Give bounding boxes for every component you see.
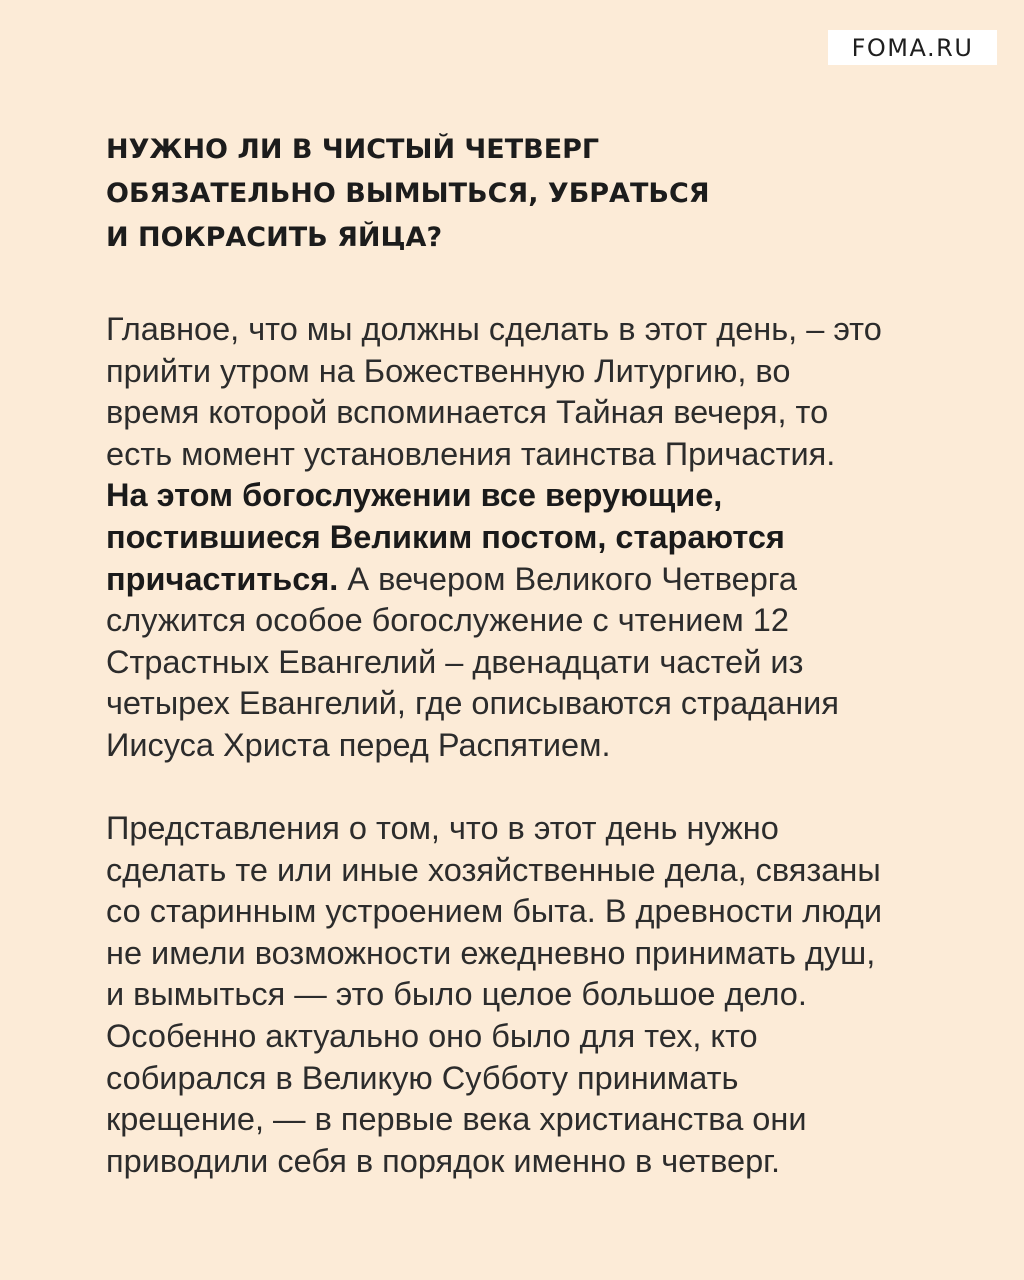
text-line: собирался в Великую Субботу принимать [106,1059,739,1096]
text-line: крещение, — в первые века христианства они [106,1101,807,1138]
text-line: Главное, что мы должны сделать в этот день, – это [106,311,882,347]
title-line: НУЖНО ЛИ В ЧИСТЫЙ ЧЕТВЕРГ [106,134,600,165]
text-line: приводили себя в порядок именно в четверг. [106,1142,781,1179]
text-line: не имели возможности ежедневно принимать душ, [106,934,876,971]
text-line: четырех Евангелий, где описываются страдания [106,685,839,722]
text-line-mixed [106,559,996,601]
text-line: сделать те или иные хозяйственные дела, связаны [106,851,881,888]
text-line: Иисуса Христа перед Распятием. [106,726,611,763]
text-line: время которой вспоминается Тайная вечеря, то [106,394,829,431]
title-line: ОБЯЗАТЕЛЬНО ВЫМЫТЬСЯ, УБРАТЬСЯ [106,178,710,209]
article-title [106,128,946,260]
title-line: И ПОКРАСИТЬ ЯЙЦА? [106,222,443,253]
emphasis-text: постившиеся Великим постом, стараются [106,518,785,555]
text-line-bold [106,475,996,517]
text-line-bold [106,517,996,559]
text-line: Особенно актуально оно было для тех, кто [106,1017,758,1054]
brand-logo-text: FOMA.RU [851,33,974,62]
text-line: служится особое богослужение с чтением 12 [106,602,789,639]
brand-logo-box [828,30,997,65]
text-fragment: А вечером Великого Четверга [338,560,798,597]
text-line: прийти утром на Божественную Литургию, во [106,352,791,389]
text-line: есть момент установления таинства Причастия. [106,435,836,472]
text-line: и вымыться — это было целое большое дело. [106,976,807,1013]
emphasis-text: На этом богослужении все верующие, [106,477,723,514]
text-line: со старинным устроением быта. В древности люди [106,893,883,930]
text-line: Представления о том, что в этот день нужно [106,810,779,846]
text-line: Страстных Евангелий – двенадцати частей из [106,643,804,680]
emphasis-text: причаститься. [106,560,339,597]
paragraph-household-traditions [106,808,996,1182]
paragraph-liturgy [106,309,996,767]
